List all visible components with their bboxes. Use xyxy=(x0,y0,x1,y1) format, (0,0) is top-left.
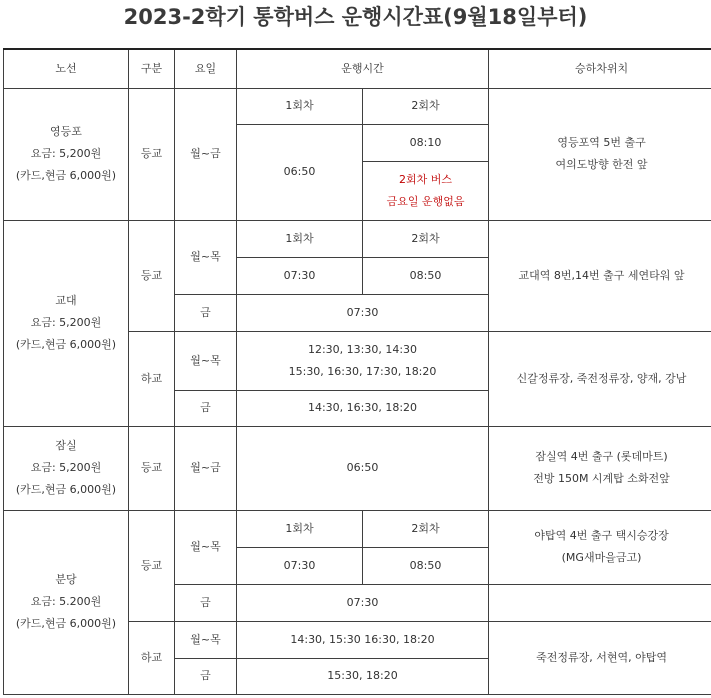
day-cell: 월~목 xyxy=(175,621,237,658)
header-time: 운행시간 xyxy=(237,49,489,88)
time-cell: 08:50 xyxy=(363,257,489,294)
route-fare: 요금: 5,200원 xyxy=(30,147,102,160)
type-cell: 등교 xyxy=(129,510,175,621)
stop-cell: 교대역 8번,14번 출구 세연타워 앞 xyxy=(489,220,711,331)
day-cell: 금 xyxy=(175,294,237,331)
note-line: 금요일 운행없음 xyxy=(386,194,465,208)
type-cell: 하교 xyxy=(129,331,175,426)
day-cell: 월~목 xyxy=(175,331,237,390)
trip-label: 1회차 xyxy=(237,220,363,257)
trip-label: 2회차 xyxy=(363,510,489,547)
route-fare-card: (카드,현금 6,000원) xyxy=(15,617,117,630)
type-cell: 하교 xyxy=(129,621,175,694)
note-cell xyxy=(363,161,489,220)
trip-label: 1회차 xyxy=(237,88,363,124)
time-cell: 07:30 xyxy=(237,294,489,331)
time-cell: 14:30, 15:30 16:30, 18:20 xyxy=(237,621,489,658)
header-type: 구분 xyxy=(129,49,175,88)
page-title: 2023-2학기 통학버스 운행시간표(9월18일부터) xyxy=(123,5,588,29)
time-cell: 07:30 xyxy=(237,547,363,584)
stop-line: 잠실역 4번 출구 (롯데마트) xyxy=(535,450,668,463)
type-cell: 등교 xyxy=(129,426,175,510)
stop-cell xyxy=(489,510,711,584)
time-cell: 08:10 xyxy=(363,124,489,161)
route-name: 잠실 xyxy=(55,439,77,452)
day-cell: 금 xyxy=(175,390,237,426)
time-cell: 07:30 xyxy=(237,584,489,621)
stop-cell: 죽전정류장, 서현역, 야탑역 xyxy=(489,621,711,694)
day-cell: 월~금 xyxy=(175,426,237,510)
day-cell: 월~목 xyxy=(175,220,237,294)
route-fare: 요금: 5,200원 xyxy=(30,316,102,329)
day-cell: 월~목 xyxy=(175,510,237,584)
time-cell: 14:30, 16:30, 18:20 xyxy=(237,390,489,426)
header-route: 노선 xyxy=(4,49,129,88)
route-yeongdeungpo xyxy=(4,88,129,220)
route-name: 영등포 xyxy=(50,125,82,138)
stop-line: 영등포역 5번 출구 xyxy=(557,136,646,149)
route-fare-card: (카드,현금 6,000원) xyxy=(15,338,117,351)
type-cell: 등교 xyxy=(129,88,175,220)
day-cell: 금 xyxy=(175,658,237,694)
route-fare-card: (카드,현금 6,000원) xyxy=(15,483,117,496)
day-cell: 금 xyxy=(175,584,237,621)
stop-line: (MG새마을금고) xyxy=(561,551,642,564)
time-cell: 15:30, 18:20 xyxy=(237,658,489,694)
stop-line: 여의도방향 한전 앞 xyxy=(555,158,648,171)
stop-cell: 신갈정류장, 죽전정류장, 양재, 강남 xyxy=(489,331,711,426)
route-bundang xyxy=(4,510,129,694)
bus-schedule-table xyxy=(3,48,711,695)
stop-cell-empty xyxy=(489,584,711,621)
route-name: 교대 xyxy=(55,294,77,307)
time-cell xyxy=(237,331,489,390)
route-gyodae xyxy=(4,220,129,426)
route-fare: 요금: 5,200원 xyxy=(30,461,102,474)
route-name: 분당 xyxy=(55,573,77,586)
day-cell: 월~금 xyxy=(175,88,237,220)
stop-line: 야탑역 4번 출구 택시승강장 xyxy=(534,529,669,542)
time-line: 15:30, 16:30, 17:30, 18:20 xyxy=(288,364,437,378)
trip-label: 1회차 xyxy=(237,510,363,547)
time-cell: 08:50 xyxy=(363,547,489,584)
time-cell: 06:50 xyxy=(237,124,363,220)
time-line: 12:30, 13:30, 14:30 xyxy=(307,342,418,356)
stop-cell xyxy=(489,88,711,220)
stop-line: 전방 150M 시계탑 소화전앞 xyxy=(533,472,670,485)
route-fare: 요금: 5.200원 xyxy=(30,595,102,608)
header-stop: 승하차위치 xyxy=(489,49,711,88)
stop-cell xyxy=(489,426,711,510)
route-fare-card: (카드,현금 6,000원) xyxy=(15,169,117,182)
trip-label: 2회차 xyxy=(363,88,489,124)
time-cell: 07:30 xyxy=(237,257,363,294)
time-cell: 06:50 xyxy=(237,426,489,510)
type-cell: 등교 xyxy=(129,220,175,331)
header-day: 요일 xyxy=(175,49,237,88)
route-jamsil xyxy=(4,426,129,510)
note-line: 2회차 버스 xyxy=(399,172,452,186)
trip-label: 2회차 xyxy=(363,220,489,257)
